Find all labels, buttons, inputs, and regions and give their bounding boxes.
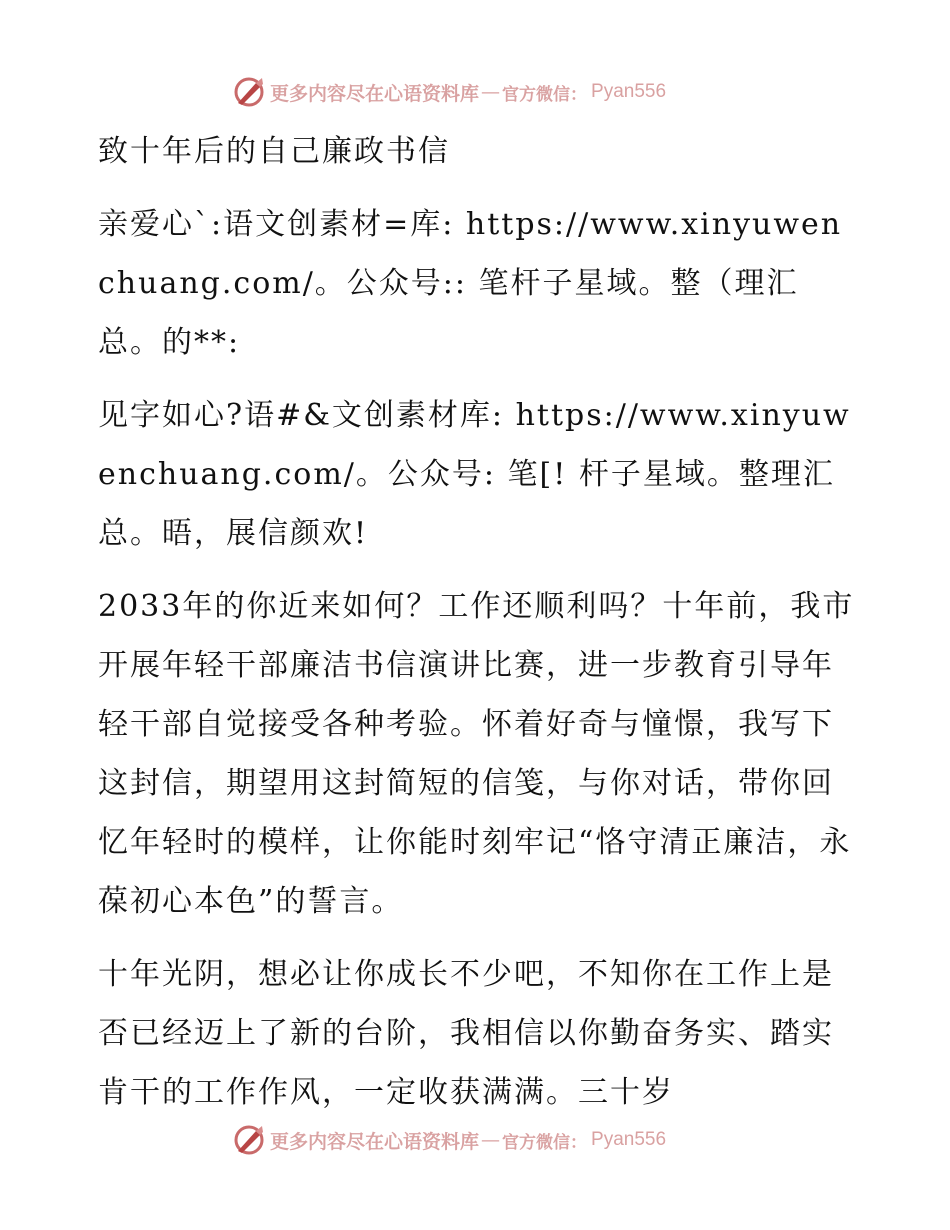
- header-banner: [232, 72, 666, 112]
- document-title: 致十年后的自己廉政书信: [98, 134, 450, 169]
- banner-separator: —: [481, 1129, 501, 1151]
- paragraph-2: 见字如心?语#&文创素材库: https://www.xinyuwenchuang.com/。公众号: 笔[! 杆子星域。整理汇总。晤，展信颜欢!: [98, 398, 851, 551]
- paragraph-1: 亲爱心`:语文创素材=库: https://www.xinyuwenchuang.com/。公众号:: 笔杆子星域。整（理汇总。的**:: [98, 207, 843, 360]
- banner-main-text: 更多内容尽在心语资料库: [270, 1130, 480, 1153]
- quill-logo-icon: [232, 75, 266, 109]
- banner-wechat-id: Pyan556: [591, 81, 667, 102]
- paragraph-4: 十年光阴，想必让你成长不少吧，不知你在工作上是否已经迈上了新的台阶，我相信以你勤奋务实、踏实肯干的工作作风，一定收获满满。三十岁: [98, 957, 834, 1110]
- document-body: [98, 122, 858, 1136]
- banner-separator: —: [481, 81, 501, 103]
- banner-wechat-label: 官方微信：: [502, 84, 588, 105]
- paragraph-3: 2033年的你近来如何？工作还顺利吗？十年前，我市开展年轻干部廉洁书信演讲比赛，进一步教育引导年轻干部自觉接受各种考验。怀着好奇与憧憬，我写下这封信，期望用这封简短的信笺，与你对话，带你回忆年轻时的模样，让你能时刻牢记“恪守清正廉洁，永葆初心本色”的誓言。: [98, 589, 855, 919]
- banner-wechat-label: 官方微信：: [502, 1132, 588, 1153]
- quill-logo-icon: [232, 1123, 266, 1157]
- banner-main-text: 更多内容尽在心语资料库: [270, 82, 480, 105]
- banner-wechat-id: Pyan556: [591, 1129, 667, 1150]
- footer-banner: [232, 1120, 666, 1160]
